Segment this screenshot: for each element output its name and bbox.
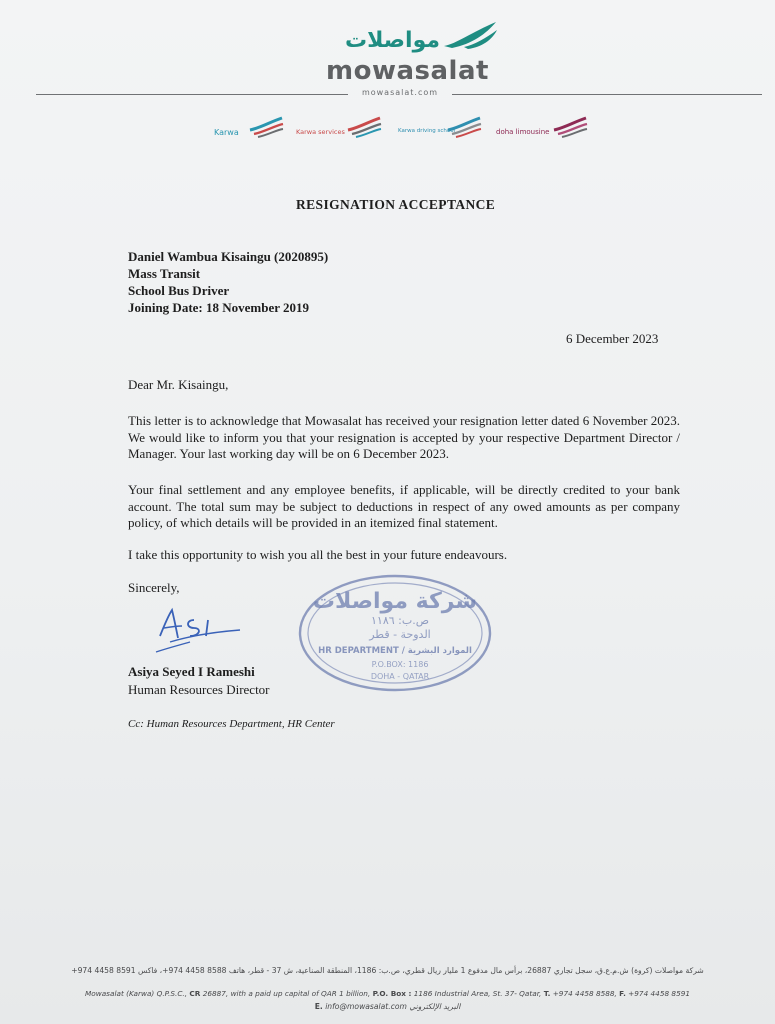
recipient-joining-date: Joining Date: 18 November 2019: [128, 300, 310, 315]
karwa-services-logo-icon: [346, 116, 382, 138]
signer-name: Asiya Seyed I Rameshi: [128, 664, 255, 679]
closing: Sincerely,: [128, 580, 180, 595]
footer-capital: with a paid up capital of QAR 1 billion,: [230, 989, 371, 998]
brand-karwa: [214, 116, 284, 140]
brand-karwa-driving-school-label: Karwa driving school: [398, 128, 456, 134]
letterhead-divider-right: [452, 94, 762, 95]
brand-doha-limousine-label: doha limousine: [496, 128, 550, 136]
footer-cr-label: CR: [189, 989, 201, 998]
footer-email[interactable]: info@mowasalat.com: [325, 1002, 407, 1011]
stamp-company-arabic: شركة مواصلات: [312, 589, 478, 614]
footer-cr-number: 26887,: [202, 989, 229, 998]
signer-title: Human Resources Director: [128, 682, 270, 697]
brand-karwa-driving-school: [398, 116, 482, 140]
footer-fax-label: F.: [619, 989, 626, 998]
brand-doha-limousine: [496, 116, 588, 140]
recipient-block: [128, 248, 328, 316]
doha-limousine-logo-icon: [552, 116, 588, 138]
karwa-logo-icon: [248, 116, 284, 138]
stamp-po: P.O.BOX: 1186: [371, 660, 429, 669]
stamp-department: HR DEPARTMENT / الموارد البشرية: [318, 646, 472, 656]
footer-phone-label: T.: [543, 989, 551, 998]
company-logo: [322, 20, 489, 86]
letter-date: 6 December 2023: [566, 331, 659, 346]
cc-line: Cc: Human Resources Department, HR Center: [128, 718, 335, 730]
paragraph-acknowledgement: This letter is to acknowledge that Mowasalat has received your resignation letter dated 6 November 2023. We would like to inform you that your resignation is accepted by your respective Department Director / Manager. Your last working day will be on 6 December 2023.: [128, 413, 680, 461]
paragraph-settlement: Your final settlement and any employee benefits, if applicable, will be directly credited to your bank account. The total sum may be subject to deductions in respect of any owed amounts as per company policy, of which details will be provided in an itemized final statement.: [128, 482, 680, 530]
stamp-city: DOHA - QATAR: [370, 672, 430, 681]
footer-email-line: [0, 1002, 775, 1011]
footer-po: 1186 Industrial Area, St. 37- Qatar,: [413, 989, 542, 998]
recipient-name: Daniel Wambua Kisaingu (2020895): [128, 249, 329, 264]
company-website: mowasalat.com: [361, 88, 439, 97]
letter-title: RESIGNATION ACCEPTANCE: [296, 197, 496, 212]
company-stamp: [296, 572, 494, 694]
salutation: Dear Mr. Kisaingu,: [128, 377, 229, 392]
paragraph-wishes: I take this opportunity to wish you all the best in your future endeavours.: [128, 547, 508, 562]
footer-company: Mowasalat (Karwa) Q.P.S.C.,: [84, 989, 188, 998]
karwa-driving-school-logo-icon: [446, 116, 482, 138]
footer-english: [0, 989, 775, 998]
logo-latin-text: mowasalat: [326, 56, 489, 86]
footer-email-label: E.: [314, 1002, 323, 1011]
handwritten-signature: [150, 598, 250, 658]
logo-wing-icon: [442, 20, 498, 50]
footer-fax: +974 4458 8591: [628, 989, 690, 998]
logo-arabic-text: مواصلات: [344, 28, 440, 53]
footer-email-arabic: البريد الإلكتروني: [409, 1002, 461, 1011]
letterhead-divider-left: [36, 94, 348, 95]
brand-karwa-services-label: Karwa services: [296, 128, 345, 136]
stamp-po-arabic: ص.ب: ١١٨٦: [371, 614, 429, 627]
stamp-city-arabic: الدوحة - قطر: [369, 628, 431, 641]
footer-arabic: شركة مواصلات (كروة) ش.م.ع.ق، سجل تجاري 26887، برأس مال مدفوع 1 مليار ريال قطري، ص.ب: 1186، المنطقة الصناعية، ش 37 - قطر، هاتف 8588 4458 974+، فاكس 8591 4458 974+: [71, 966, 704, 975]
footer-po-label: P.O. Box :: [372, 989, 412, 998]
recipient-department: Mass Transit: [128, 266, 201, 281]
recipient-position: School Bus Driver: [128, 283, 230, 298]
footer-phone: +974 4458 8588,: [552, 989, 617, 998]
brand-karwa-services: [296, 116, 382, 140]
brand-karwa-label: Karwa: [214, 128, 239, 137]
